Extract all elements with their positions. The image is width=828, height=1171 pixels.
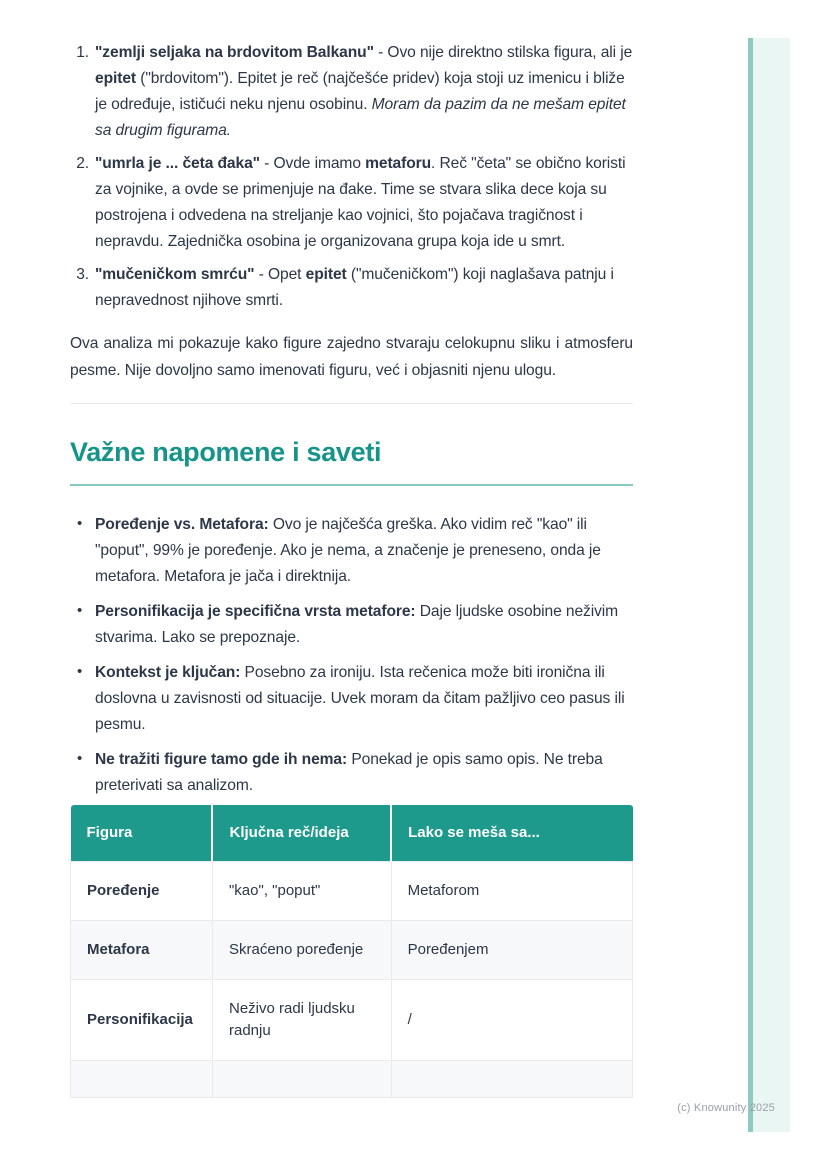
table-cell: Skraćeno poređenje xyxy=(212,921,391,980)
quoted-phrase: "zemlji seljaka na brdovitom Balkanu" xyxy=(95,44,374,61)
header-cell-kljucna: Ključna reč/ideja xyxy=(212,805,391,862)
section-divider xyxy=(70,403,633,404)
numbered-item-3 xyxy=(70,262,633,314)
table-cell xyxy=(71,1061,213,1098)
text-run: Daje ljudske osobine neživim stvarima. Lako se prepoznaje. xyxy=(95,603,619,646)
copyright-credit: (c) Knowunity 2025 xyxy=(677,1102,775,1114)
text-run: - Ovde imamo xyxy=(259,155,366,172)
table-cell: Metaforom xyxy=(391,862,632,921)
tip-item-2 xyxy=(70,599,633,651)
tips-list xyxy=(70,512,633,799)
text-run: Posebno za ironiju. Ista rečenica može biti ironična ili doslovna u zavisnosti od situacije. Uvek moram da čitam pažljivo ceo pasus ili pesmu. xyxy=(95,664,625,733)
figures-table xyxy=(70,805,633,1098)
analysis-paragraph: Ova analiza mi pokazuje kako figure zajedno stvaraju celokupnu sliku i atmosferu pesme. Nije dovoljno samo imenovati figuru, već i objasniti njenu ulogu. xyxy=(70,335,633,379)
document-content xyxy=(70,0,633,1098)
text-run: . Reč "četa" se obično koristi za vojnike, a ovde se primenjuje na đake. Time se stvara slika dece koja su postrojena i odvedena na streljanje kao vojnici, što pojačava tragičnost i nepravdu. Zajednička osobina je organizovana grupa koja ide u smrt. xyxy=(95,155,626,250)
table-cell: / xyxy=(391,980,632,1061)
list-number: 3. xyxy=(76,266,89,283)
table-row xyxy=(71,980,633,1061)
term-bold: epitet xyxy=(95,70,136,87)
tip-item-3 xyxy=(70,660,633,738)
term-bold: epitet xyxy=(305,266,347,283)
text-run: - Ovo nije direktno stilska figura, ali je xyxy=(373,44,633,61)
table-cell xyxy=(391,1061,632,1098)
text-run: ("brdovitom"). Epitet je reč (najčešće pridev) koja stoji uz imenicu i bliže je određuje, ističući neku njenu osobinu. xyxy=(95,70,625,113)
tip-lead-bold: Ne tražiti figure tamo gde ih nema: xyxy=(95,751,348,768)
table-cell: Personifikacija xyxy=(71,980,213,1061)
text-run: Ponekad je opis samo opis. Ne treba preterivati sa analizom. xyxy=(95,751,603,794)
section-heading: Važne napomene i saveti xyxy=(70,437,382,467)
header-cell-lako: Lako se meša sa... xyxy=(391,805,632,862)
table-cell: Metafora xyxy=(71,921,213,980)
table-header-row xyxy=(71,805,633,862)
table-cell: Poređenje xyxy=(71,862,213,921)
bullet-marker: • xyxy=(77,663,83,680)
term-bold: metaforu xyxy=(365,155,432,172)
quoted-phrase: "mučeničkom smrću" xyxy=(95,266,255,283)
table-row xyxy=(71,862,633,921)
list-number: 2. xyxy=(76,155,89,172)
header-cell-figura: Figura xyxy=(71,805,213,862)
bullet-marker: • xyxy=(77,515,83,532)
heading-underline xyxy=(70,484,633,486)
tip-lead-bold: Personifikacija je specifična vrsta metafore: xyxy=(95,603,416,620)
numbered-analysis-list xyxy=(70,40,633,314)
text-run: Ovo je najčešća greška. Ako vidim reč "kao" ili "poput", 99% je poređenje. Ako je nema, a značenje je preneseno, onda je metafora. Metafora je jača i direktnija. xyxy=(95,516,601,585)
table-row-cutoff xyxy=(71,1061,633,1098)
tip-item-1 xyxy=(70,512,633,590)
table-cell: Poređenjem xyxy=(391,921,632,980)
table-cell: Neživo radi ljudsku radnju xyxy=(212,980,391,1061)
quoted-phrase: "umrla je ... četa đaka" xyxy=(95,155,260,172)
table-cell: "kao", "poput" xyxy=(212,862,391,921)
tip-item-4 xyxy=(70,747,633,799)
text-run: ("mučeničkom") koji naglašava patnju i nepravednost njihove smrti. xyxy=(95,266,614,309)
numbered-item-2 xyxy=(70,151,633,255)
table-cell xyxy=(212,1061,391,1098)
table-row xyxy=(71,921,633,980)
bullet-marker: • xyxy=(77,602,83,619)
text-run: - Opet xyxy=(254,266,306,283)
page-edge-accent-fill xyxy=(753,38,790,1132)
tip-lead-bold: Poređenje vs. Metafora: xyxy=(95,516,269,533)
bullet-marker: • xyxy=(77,750,83,767)
tip-lead-bold: Kontekst je ključan: xyxy=(95,664,241,681)
italic-note: Moram da pazim da ne mešam epitet sa drugim figurama. xyxy=(95,96,626,139)
numbered-item-1 xyxy=(70,40,633,144)
list-number: 1. xyxy=(76,44,89,61)
